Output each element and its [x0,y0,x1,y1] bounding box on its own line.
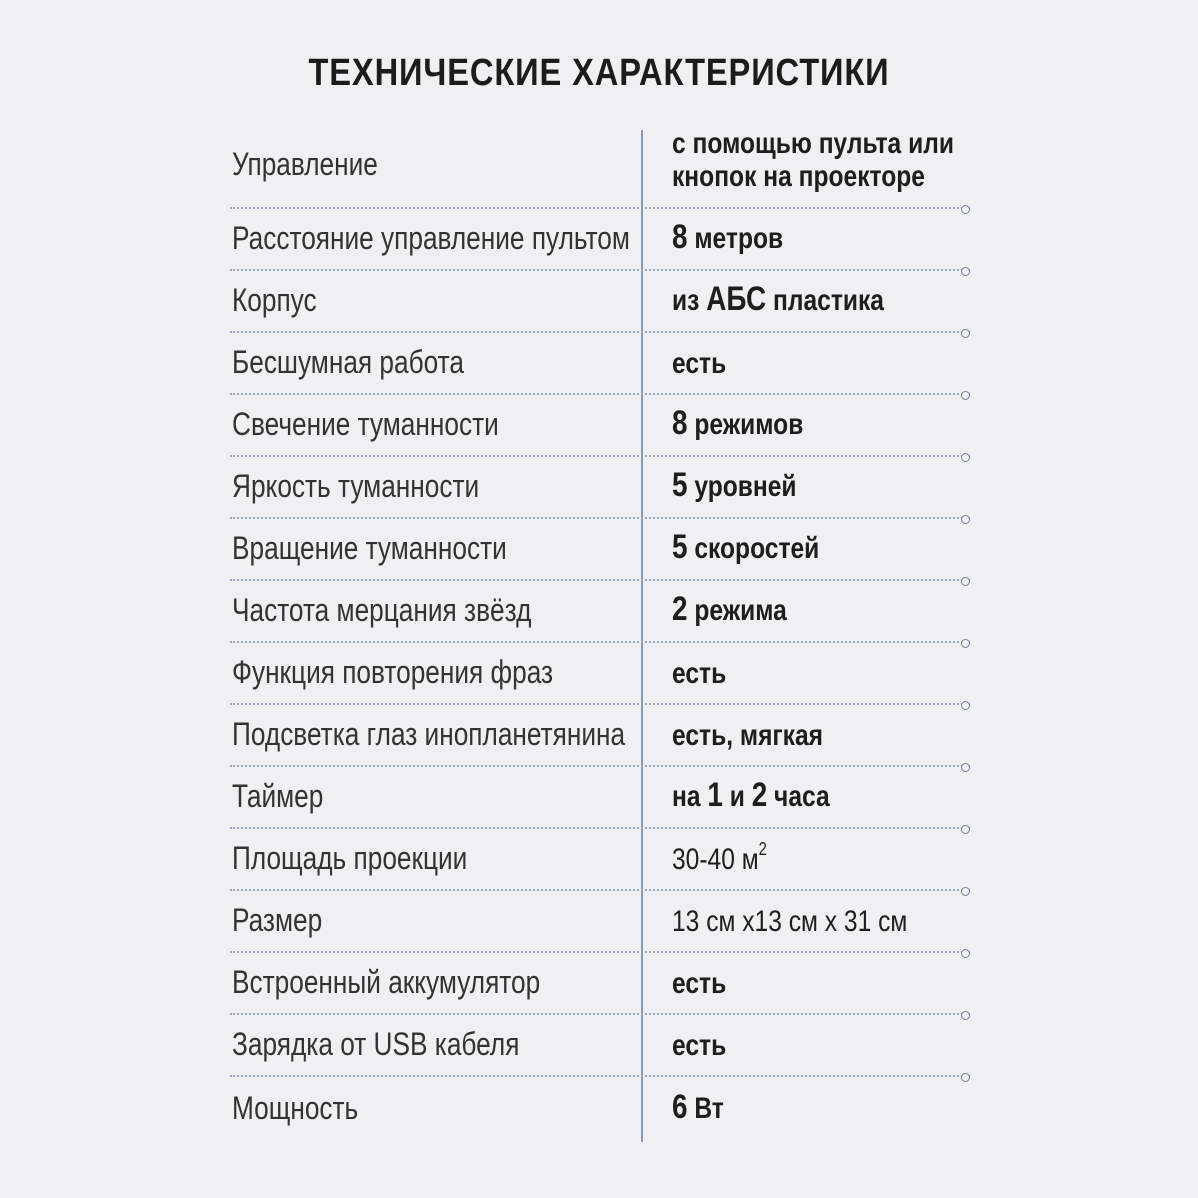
spec-value: с помощью пульта или кнопок на проекторе [672,127,954,193]
spec-value: 6 Вт [672,1088,724,1126]
spec-value: 30-40 $м^2$ [672,839,767,876]
spec-label: Функция повторения фраз [232,654,554,690]
spec-value: 13 см х13 см х 31 см [672,905,908,938]
spec-label: Управление [232,146,378,182]
spec-value: 8 метров [672,218,784,256]
spec-row-power [230,1077,970,1139]
spec-row-nebula-brightness [230,457,970,519]
spec-row-phrase-repeat [230,643,970,705]
spec-label: Вращение туманности [232,530,507,566]
spec-value: есть, мягкая [672,719,824,752]
spec-value: есть [672,1029,727,1062]
spec-label: Расстояние управление пультом [232,220,630,256]
spec-value: есть [672,967,727,1000]
spec-value: 5 уровней [672,466,797,504]
spec-value: на 1 и 2 часа [672,776,830,814]
spec-value: из АБС пластика [672,280,884,318]
spec-row-remote-distance [230,209,970,271]
spec-label: Подсветка глаз инопланетянина [232,716,626,752]
spec-row-timer [230,767,970,829]
spec-row-usb-charging [230,1015,970,1077]
spec-label: Размер [232,902,323,938]
spec-row-control [230,122,970,209]
spec-row-size [230,891,970,953]
spec-label: Яркость туманности [232,468,480,504]
spec-row-eye-light [230,705,970,767]
spec-value: 2 режима [672,590,787,628]
spec-row-battery [230,953,970,1015]
spec-value: 5 скоростей [672,528,820,566]
spec-value: есть [672,347,727,380]
spec-label: Встроенный аккумулятор [232,964,541,1000]
spec-label: Площадь проекции [232,840,468,876]
spec-label: Корпус [232,282,317,318]
spec-label: Частота мерцания звёзд [232,592,532,628]
spec-row-projection-area [230,829,970,891]
spec-row-silent [230,333,970,395]
spec-label: Таймер [232,778,324,814]
spec-label: Свечение туманности [232,406,499,442]
spec-row-body [230,271,970,333]
spec-label: Мощность [232,1090,359,1126]
specs-table [230,122,970,1139]
spec-row-star-flicker [230,581,970,643]
spec-label: Бесшумная работа [232,344,464,380]
spec-label: Зарядка от USB кабеля [232,1026,520,1062]
spec-row-nebula-rotation [230,519,970,581]
spec-value: 8 режимов [672,404,804,442]
spec-value: есть [672,657,727,690]
spec-row-nebula-glow [230,395,970,457]
page-title: ТЕХНИЧЕСКИЕ ХАРАКТЕРИСТИКИ [308,52,890,94]
